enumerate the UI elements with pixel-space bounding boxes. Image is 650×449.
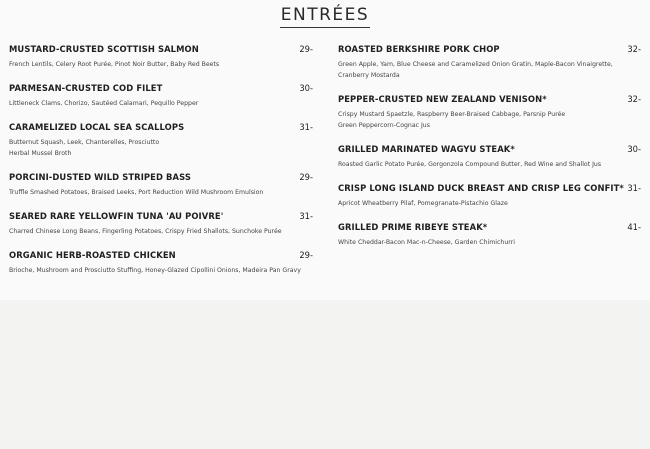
menu-item-description: White Cheddar-Bacon Mac-n-Cheese, Garden Chimichurri [338, 239, 515, 246]
menu-item-price: 31- [627, 183, 641, 193]
menu-item-description: Charred Chinese Long Beans, Fingerling Potatoes, Crispy Fried Shallots, Sunchoke Purée [9, 228, 282, 235]
menu-item [338, 144, 641, 170]
menu-item [338, 44, 641, 81]
menu-item-price: 29- [299, 44, 313, 54]
menu-item-name: MUSTARD-CRUSTED SCOTTISH SALMON [9, 44, 199, 54]
menu-column-right [338, 44, 641, 261]
menu-item-name: GRILLED PRIME RIBEYE STEAK* [338, 222, 488, 232]
menu-column-left [9, 44, 313, 289]
page-title: ENTRÉES [280, 5, 370, 28]
menu-item-description: Roasted Garlic Potato Purée, Gorgonzola Compound Butter, Red Wine and Shallot Jus [338, 161, 602, 168]
menu-item-name: PORCINI-DUSTED WILD STRIPED BASS [9, 172, 192, 182]
menu-item [338, 222, 641, 248]
menu-item-description: Brioche, Mushroom and Prosciutto Stuffing, Honey-Glazed Cipollini Onions, Madeira Pan Gravy [9, 267, 301, 274]
title-area [0, 5, 650, 28]
menu-item-description: Truffle Smashed Potatoes, Braised Leeks, Port Reduction Wild Mushroom Emulsion [9, 189, 264, 196]
menu-item-description: Littleneck Clams, Chorizo, Sautéed Calamari, Pequillo Pepper [9, 100, 199, 107]
menu-item-price: 30- [627, 144, 641, 154]
menu-item-name: ROASTED BERKSHIRE PORK CHOP [338, 44, 500, 54]
menu-item-price: 41- [627, 222, 641, 232]
menu-item-description: Butternut Squash, Leek, Chanterelles, Prosciutto Herbal Mussel Broth [9, 139, 160, 157]
menu-item-description: Green Apple, Yam, Blue Cheese and Caramelized Onion Gratin, Maple-Bacon Vinaigrette, Cranberry Mostarda [338, 61, 613, 79]
menu-item-description: French Lentils, Celery Root Purée, Pinot Noir Butter, Baby Red Beets [9, 61, 220, 68]
menu-item [9, 44, 313, 70]
menu-item [338, 94, 641, 131]
menu-item [9, 122, 313, 159]
menu-item-name: CARAMELIZED LOCAL SEA SCALLOPS [9, 122, 185, 132]
menu-item-price: 31- [299, 122, 313, 132]
menu-item [9, 211, 313, 237]
menu-item-price: 32- [627, 44, 641, 54]
menu-item [9, 83, 313, 109]
menu-item [9, 250, 313, 276]
menu-item-price: 29- [299, 250, 313, 260]
menu-item-name: PEPPER-CRUSTED NEW ZEALAND VENISON* [338, 94, 547, 104]
menu-item-price: 32- [627, 94, 641, 104]
menu-item-price: 30- [299, 83, 313, 93]
menu-item-name: PARMESAN-CRUSTED COD FILET [9, 83, 163, 93]
menu-item-description: Crispy Mustard Spaetzle, Raspberry Beer-Braised Cabbage, Parsnip Purée Green Peppercorn-Cognac Jus [338, 111, 566, 129]
menu-item [338, 183, 641, 209]
menu-item [9, 172, 313, 198]
menu-item-name: CRISP LONG ISLAND DUCK BREAST AND CRISP LEG CONFIT* [338, 183, 624, 193]
menu-item-price: 31- [299, 211, 313, 221]
menu-item-name: ORGANIC HERB-ROASTED CHICKEN [9, 250, 176, 260]
menu-item-description: Apricot Wheatberry Pilaf, Pomegranate-Pistachio Glaze [338, 200, 508, 207]
menu-item-price: 29- [299, 172, 313, 182]
menu-item-name: SEARED RARE YELLOWFIN TUNA 'AU POIVRE' [9, 211, 224, 221]
menu-item-name: GRILLED MARINATED WAGYU STEAK* [338, 144, 515, 154]
